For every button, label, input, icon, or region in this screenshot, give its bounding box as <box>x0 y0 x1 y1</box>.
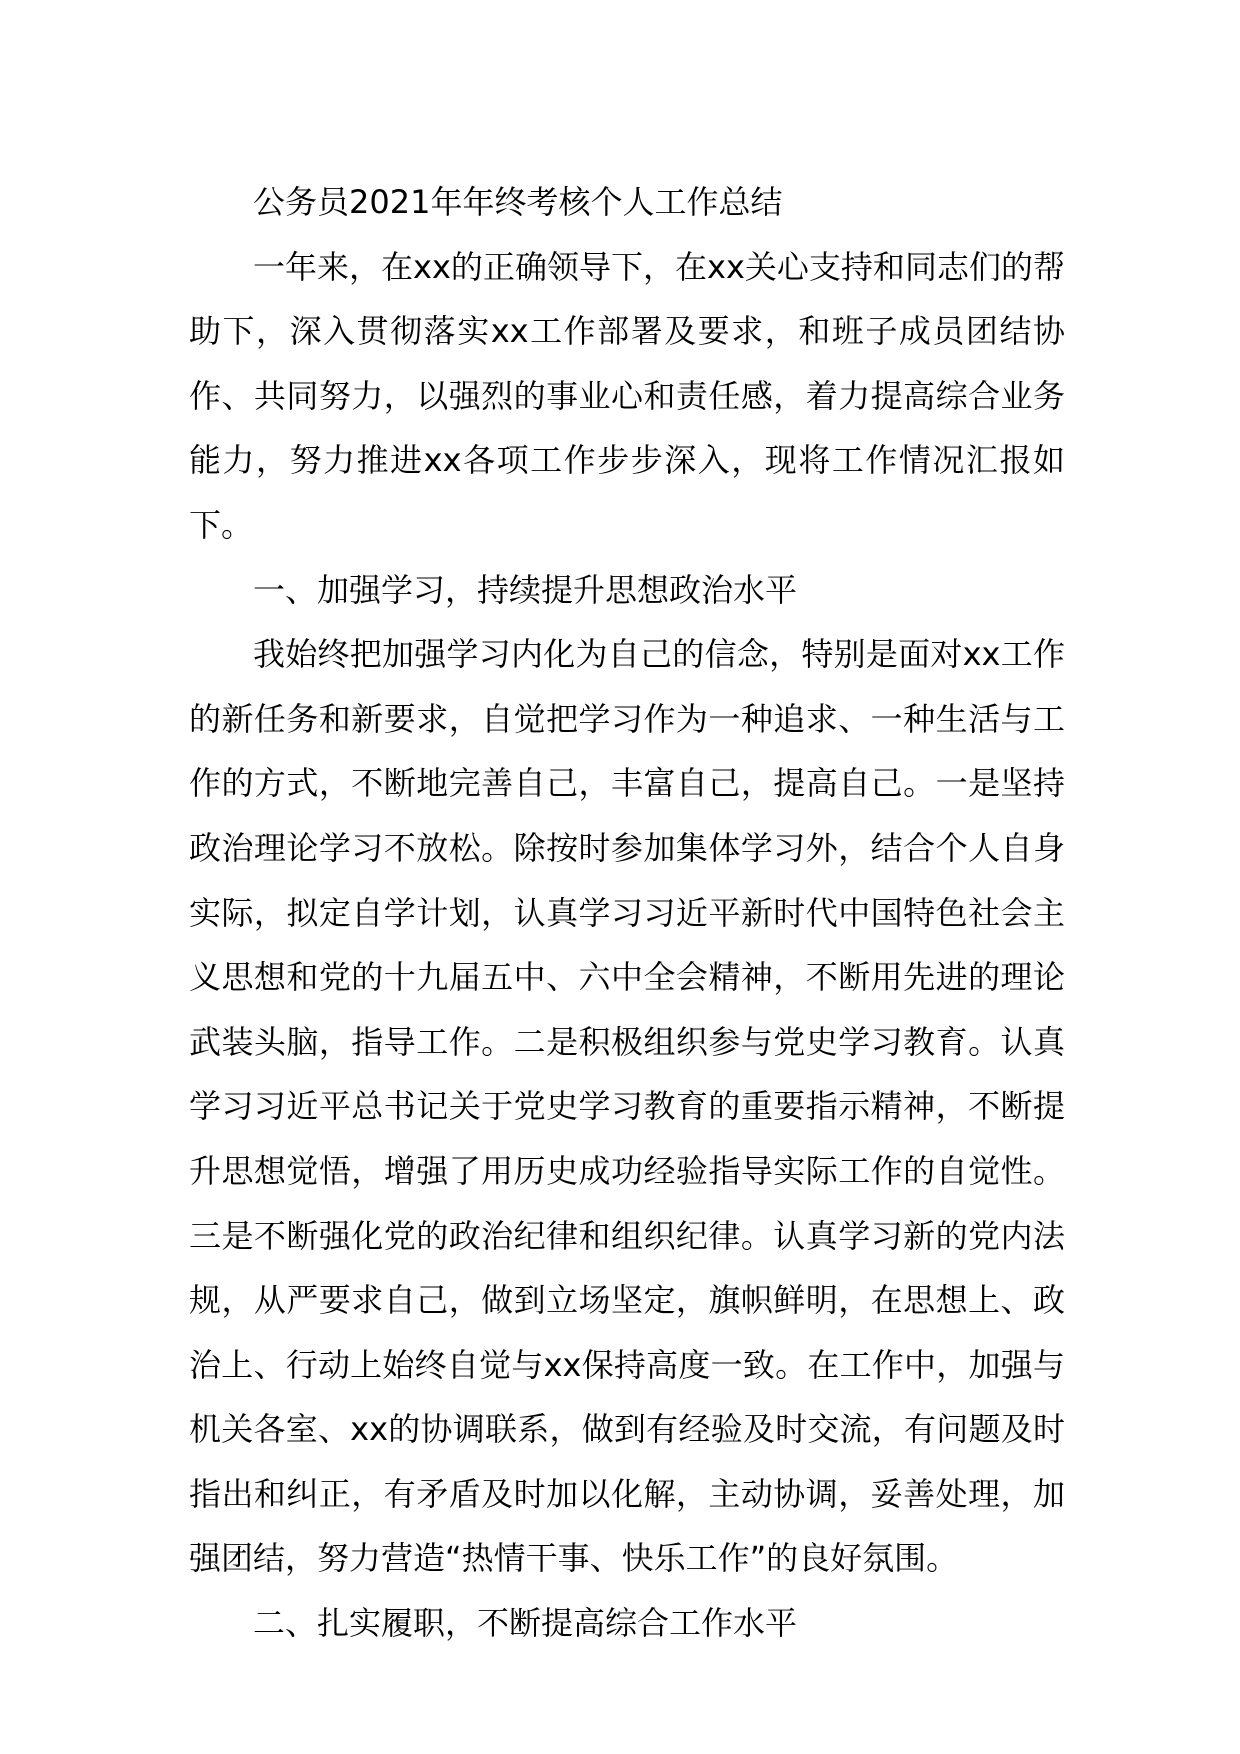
section-heading-2: 二、扎实履职，不断提高综合工作水平 <box>253 1604 798 1643</box>
paragraph-intro: 一年来，在xx的正确领导下，在xx关心支持和同志们的帮助下，深入贯彻落实xx工作部署及要求，和班子成员团结协作、共同努力，以强烈的事业心和责任感，着力提高综合业务能力，努力推进xx各项工作步步深入，现将工作情况汇报如下。 <box>189 247 1065 544</box>
document-body <box>189 170 1065 1656</box>
section-heading-1: 一、加强学习，持续提升思想政治水平 <box>253 570 798 609</box>
document-title: 公务员2021年年终考核个人工作总结 <box>253 183 783 221</box>
paragraph-section-1: 我始终把加强学习内化为自己的信念，特别是面对xx工作的新任务和新要求，自觉把学习作为一种追求、一种生活与工作的方式，不断地完善自己，丰富自己，提高自己。一是坚持政治理论学习不放松。除按时参加集体学习外，结合个人自身实际，拟定自学计划，认真学习习近平新时代中国特色社会主义思想和党的十九届五中、六中全会精神，不断用先进的理论武装头脑，指导工作。二是积极组织参与党史学习教育。认真学习习近平总书记关于党史学习教育的重要指示精神，不断提升思想觉悟，增强了用历史成功经验指导实际工作的自觉性。三是不断强化党的政治纪律和组织纪律。认真学习新的党内法规，从严要求自己，做到立场坚定，旗帜鲜明，在思想上、政治上、行动上始终自觉与xx保持高度一致。在工作中，加强与机关各室、xx的协调联系，做到有经验及时交流，有问题及时指出和纠正，有矛盾及时加以化解，主动协调，妥善处理，加强团结，努力营造“热情干事、快乐工作”的良好氛围。 <box>189 635 1065 1578</box>
